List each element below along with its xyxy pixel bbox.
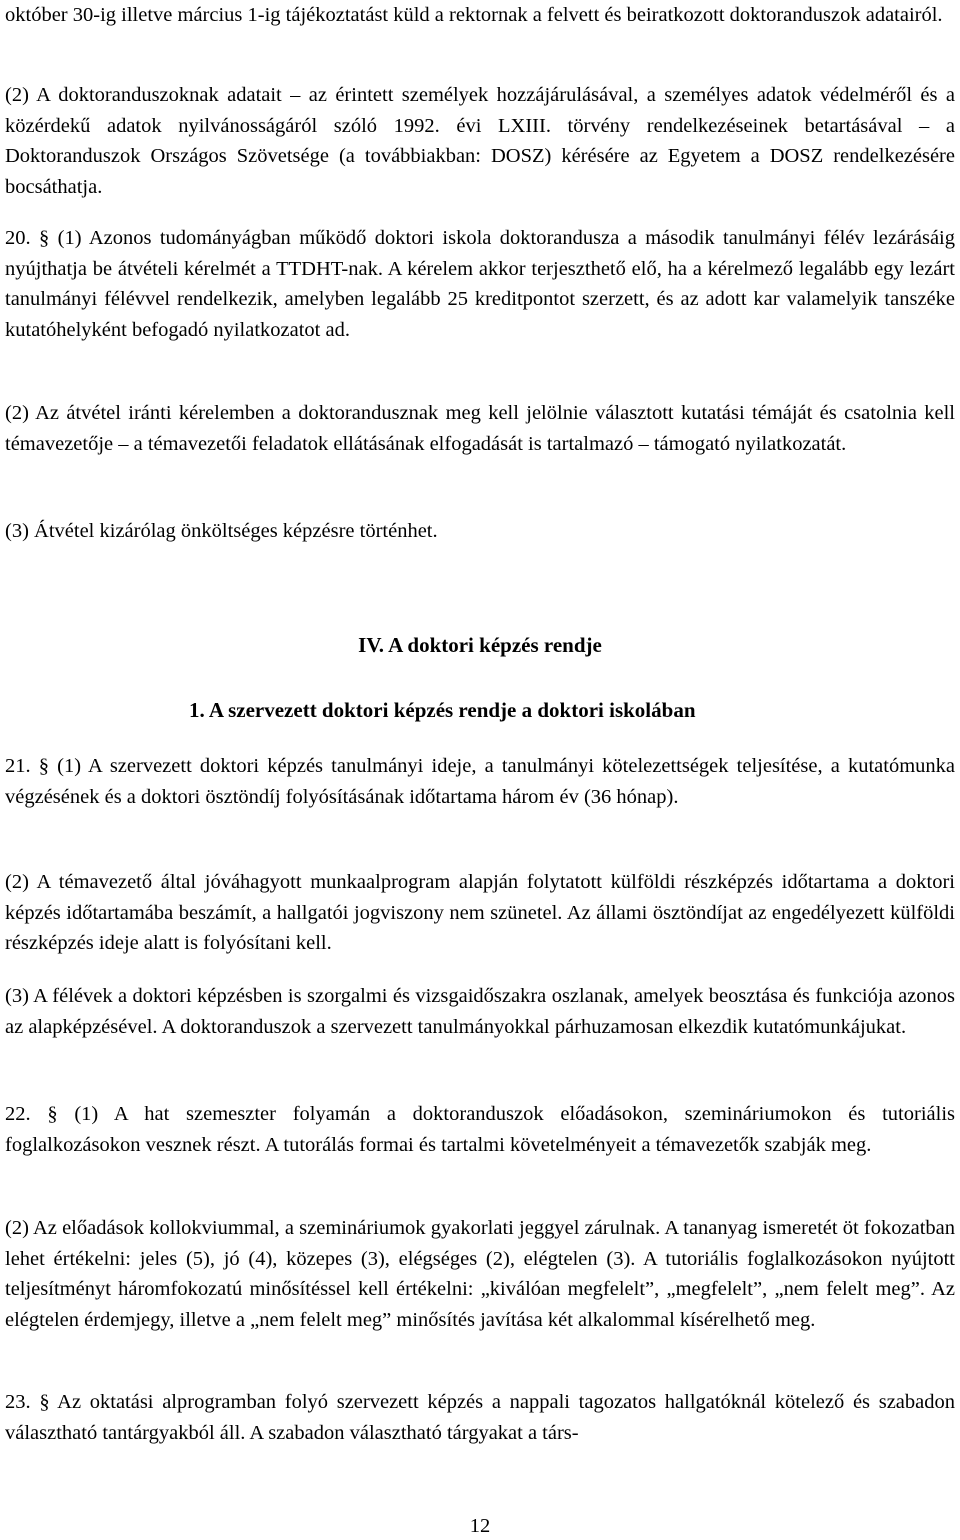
section-heading: 1. A szervezett doktori képzés rendje a doktori iskolában bbox=[189, 698, 696, 722]
paragraph-intro-continued: október 30-ig illetve március 1-ig tájékoztatást küld a rektornak a felvett és beiratkozott doktoranduszok adatairól. bbox=[5, 4, 943, 26]
paragraph-20-1: 20. § (1) Azonos tudományágban működő doktori iskola doktorandusza a második tanulmányi félév lezárásáig nyújthatja be átvételi kérelmét a TTDHT-nak. A kérelem akkor terjeszthető elő, ha a kérelmező legalább egy lezárt tanulmányi félévvel rendelkezik, amelyben legalább 25 kreditpontot szerzett, és az adott kar valamelyik tanszéke kutatóhelyként befogadó nyilatkozatot ad. bbox=[5, 227, 955, 341]
paragraph-20-3: (3) Átvétel kizárólag önköltséges képzésre történhet. bbox=[5, 520, 438, 542]
paragraph-21-3: (3) A félévek a doktori képzésben is szorgalmi és vizsgaidőszakra oszlanak, amelyek beosztása és funkciója azonos az alapképzésével. A doktoranduszok a szervezett tanulmányokkal párhuzamosan elkezdik kutatómunkájukat. bbox=[5, 985, 955, 1038]
paragraph-22-1: 22. § (1) A hat szemeszter folyamán a doktoranduszok előadásokon, szemináriumokon és tutoriális foglalkozásokon vesznek részt. A tutorálás formai és tartalmi követelményeit a témavezetők szabják meg. bbox=[5, 1103, 955, 1156]
paragraph-20-2: (2) Az átvétel iránti kérelemben a doktorandusznak meg kell jelölnie választott kutatási témáját és csatolnia kell témavezetője – a témavezetői feladatok ellátásának elfogadását is tartalmazó – támogató nyilatkozatát. bbox=[5, 402, 955, 455]
chapter-heading: IV. A doktori képzés rendje bbox=[358, 633, 602, 657]
paragraph-21-2: (2) A témavezető által jóváhagyott munkaalprogram alapján folytatott külföldi részképzés időtartama a doktori képzés időtartamába beszámít, a hallgatói jogviszony nem szünetel. Az állami ösztöndíjat az engedélyezett külföldi részképzés ideje alatt is folyósítani kell. bbox=[5, 871, 955, 954]
page-number: 12 bbox=[469, 1515, 491, 1537]
paragraph-23: 23. § Az oktatási alprogramban folyó szervezett képzés a nappali tagozatos hallgatóknál kötelező és szabadon választható tantárgyakból áll. A szabadon választható tárgyakat a társ- bbox=[5, 1391, 955, 1444]
paragraph-22-2: (2) Az előadások kollokviummal, a szemináriumok gyakorlati jeggyel zárulnak. A tananyag ismeretét öt fokozatban lehet értékelni: jeles (5), jó (4), közepes (3), elégséges (2), elégtelen (3). A tutoriális foglalkozásokon nyújtott teljesítményt háromfokozatú minősítéssel kell értékelni: „kiválóan megfelelt”, „megfelelt”, „nem felelt meg”. Az elégtelen érdemjegy, illetve a „nem felelt meg” minősítés javítása két alkalommal kísérelhető meg. bbox=[5, 1217, 955, 1331]
paragraph-21-1: 21. § (1) A szervezett doktori képzés tanulmányi ideje, a tanulmányi kötelezettségek teljesítése, a kutatómunka végzésének és a doktori ösztöndíj folyósításának időtartama három év (36 hónap). bbox=[5, 755, 955, 808]
paragraph-19-2: (2) A doktoranduszoknak adatait – az érintett személyek hozzájárulásával, a személyes adatok védelméről és a közérdekű adatok nyilvánosságáról szóló 1992. évi LXIII. törvény rendelkezéseinek betartásával – a Doktoranduszok Országos Szövetsége (a továbbiakban: DOSZ) kérésére az Egyetem a DOSZ rendelkezésére bocsáthatja. bbox=[5, 84, 955, 198]
